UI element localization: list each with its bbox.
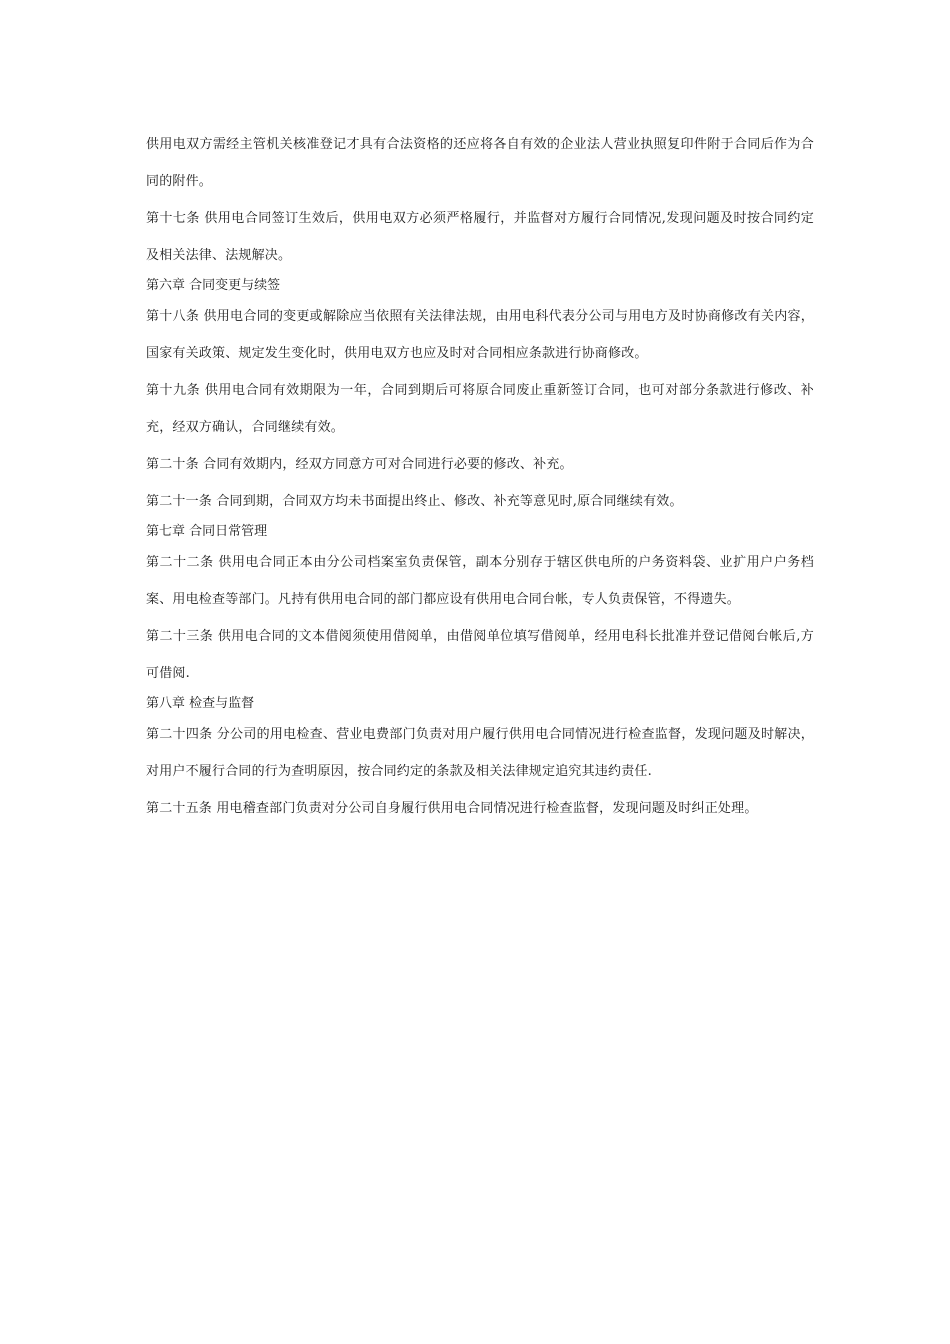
article-25: 第二十五条 用电稽查部门负责对分公司自身履行供用电合同情况进行检查监督，发现问题及时纠正处理。 (146, 801, 758, 816)
paragraph-attachment-clause: 供用电双方需经主管机关核准登记才具有合法资格的还应将各自有效的企业法人营业执照复印件附于合同后作为合同的附件。 (146, 137, 814, 189)
article-21: 第二十一条 合同到期，合同双方均未书面提出终止、修改、补充等意见时,原合同继续有效。 (146, 494, 683, 509)
chapter-6-heading: 第六章 合同变更与续签 (146, 278, 281, 293)
article-22: 第二十二条 供用电合同正本由分公司档案室负责保管，副本分别存于辖区供电所的户务资料袋、业扩用户户务档案、用电检查等部门。凡持有供用电合同的部门都应设有供用电合同台帐，专人负责保管，不得遗失。 (146, 555, 814, 607)
article-17: 第十七条 供用电合同签订生效后，供用电双方必须严格履行，并监督对方履行合同情况,发现问题及时按合同约定及相关法律、法规解决。 (146, 211, 814, 263)
article-20: 第二十条 合同有效期内，经双方同意方可对合同进行必要的修改、补充。 (146, 457, 573, 472)
article-23: 第二十三条 供用电合同的文本借阅须使用借阅单，由借阅单位填写借阅单，经用电科长批准并登记借阅台帐后,方可借阅. (146, 629, 814, 681)
article-24: 第二十四条 分公司的用电检查、营业电费部门负责对用户履行供用电合同情况进行检查监督，发现问题及时解决，对用户不履行合同的行为查明原因，按合同约定的条款及相关法律规定追究其违约责任. (146, 727, 814, 779)
chapter-8-heading: 第八章 检查与监督 (146, 696, 255, 711)
document-body (146, 126, 814, 827)
article-18: 第十八条 供用电合同的变更或解除应当依照有关法律法规，由用电科代表分公司与用电方及时协商修改有关内容，国家有关政策、规定发生变化时，供用电双方也应及时对合同相应条款进行协商修改。 (146, 309, 814, 361)
chapter-7-heading: 第七章 合同日常管理 (146, 524, 268, 539)
article-19: 第十九条 供用电合同有效期限为一年，合同到期后可将原合同废止重新签订合同，也可对部分条款进行修改、补充，经双方确认，合同继续有效。 (146, 383, 814, 435)
